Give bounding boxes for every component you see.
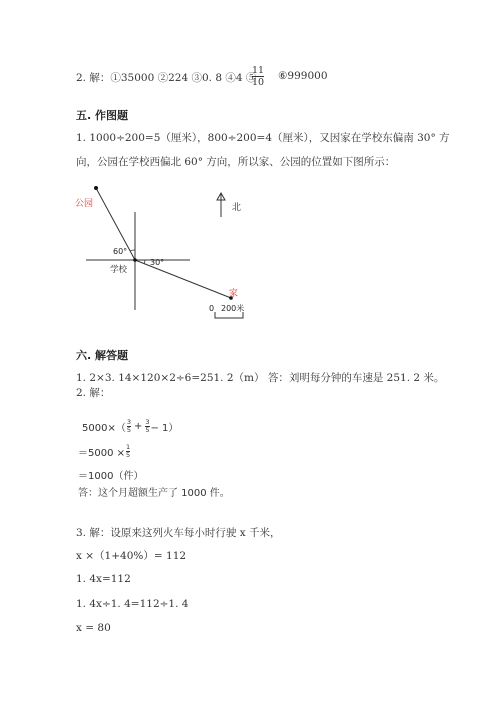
q3-line-4: 1. 4x÷1. 4=112÷1. 4 xyxy=(76,598,189,610)
park-label: 公园 xyxy=(75,199,94,209)
q3-line-2: x ×（1+40%）= 112 xyxy=(76,550,187,562)
calc-fraction-2 xyxy=(145,419,149,434)
q2-answer-suffix: ⑥999000 xyxy=(278,70,328,82)
calc-plus: + xyxy=(133,421,143,432)
north-label: 北 xyxy=(232,203,242,213)
s5-line-1: 1. 1000÷200=5（厘米），800÷200=4（厘米），又因家在学校东偏南 30° 方 xyxy=(76,132,450,144)
home-label: 家 xyxy=(229,289,239,299)
school-point xyxy=(133,258,137,262)
calc-l1-suffix: − 1） xyxy=(150,423,179,434)
calc-line-4: 答：这个月超额生产了 1000 件。 xyxy=(78,488,230,499)
calc-line-2 xyxy=(78,444,131,459)
calc-line-3: ＝1000（件） xyxy=(78,471,144,482)
q3-line-5: x = 80 xyxy=(76,622,111,634)
angle-60-label: 60° xyxy=(113,247,128,256)
calc-f3-den: 5 xyxy=(126,451,131,459)
calc-f2-num: 3 xyxy=(145,418,150,426)
school-label: 学校 xyxy=(110,265,128,275)
q3-line-1: 3. 解：设原来这列火车每小时行驶 x 千米， xyxy=(76,527,281,539)
s6-line-1: 1. 2×3. 14×120×2÷6=251. 2（m） 答：刘明每分钟的车速是 251. 2 米。 xyxy=(76,372,445,384)
section-5-title: 五. 作图题 xyxy=(76,109,129,122)
q3-line-3: 1. 4x=112 xyxy=(76,573,131,585)
calc-l2-prefix: ＝5000 × xyxy=(78,448,126,459)
q2-fraction-numerator: 11 xyxy=(251,65,265,76)
section-6-title: 六. 解答题 xyxy=(76,349,129,362)
angle-30-label: 30° xyxy=(150,258,165,267)
scale-zero-label: 0 xyxy=(209,304,215,313)
calc-l1-prefix: 5000×（ xyxy=(82,423,126,434)
calc-fraction-3 xyxy=(126,444,130,459)
calc-line-1 xyxy=(82,419,178,434)
q2-fraction-denominator: 10 xyxy=(251,77,265,88)
angle-60-arc xyxy=(130,250,135,251)
park-point xyxy=(94,186,98,190)
calc-f3-num: 1 xyxy=(126,443,131,451)
calc-f1-num: 3 xyxy=(126,418,131,426)
q2-answer-prefix: 2. 解：①35000 ②224 ③0. 8 ④4 ⑤ xyxy=(76,72,257,84)
calc-f1-den: 5 xyxy=(126,426,131,434)
calc-f2-den: 5 xyxy=(145,426,150,434)
s5-line-2: 向，公园在学校西偏北 60° 方向，所以家、公园的位置如下图所示： xyxy=(76,156,396,168)
s6-line-2: 2. 解： xyxy=(76,387,111,399)
scale-label: 200米 xyxy=(221,304,245,313)
calc-fraction-1 xyxy=(127,419,131,434)
